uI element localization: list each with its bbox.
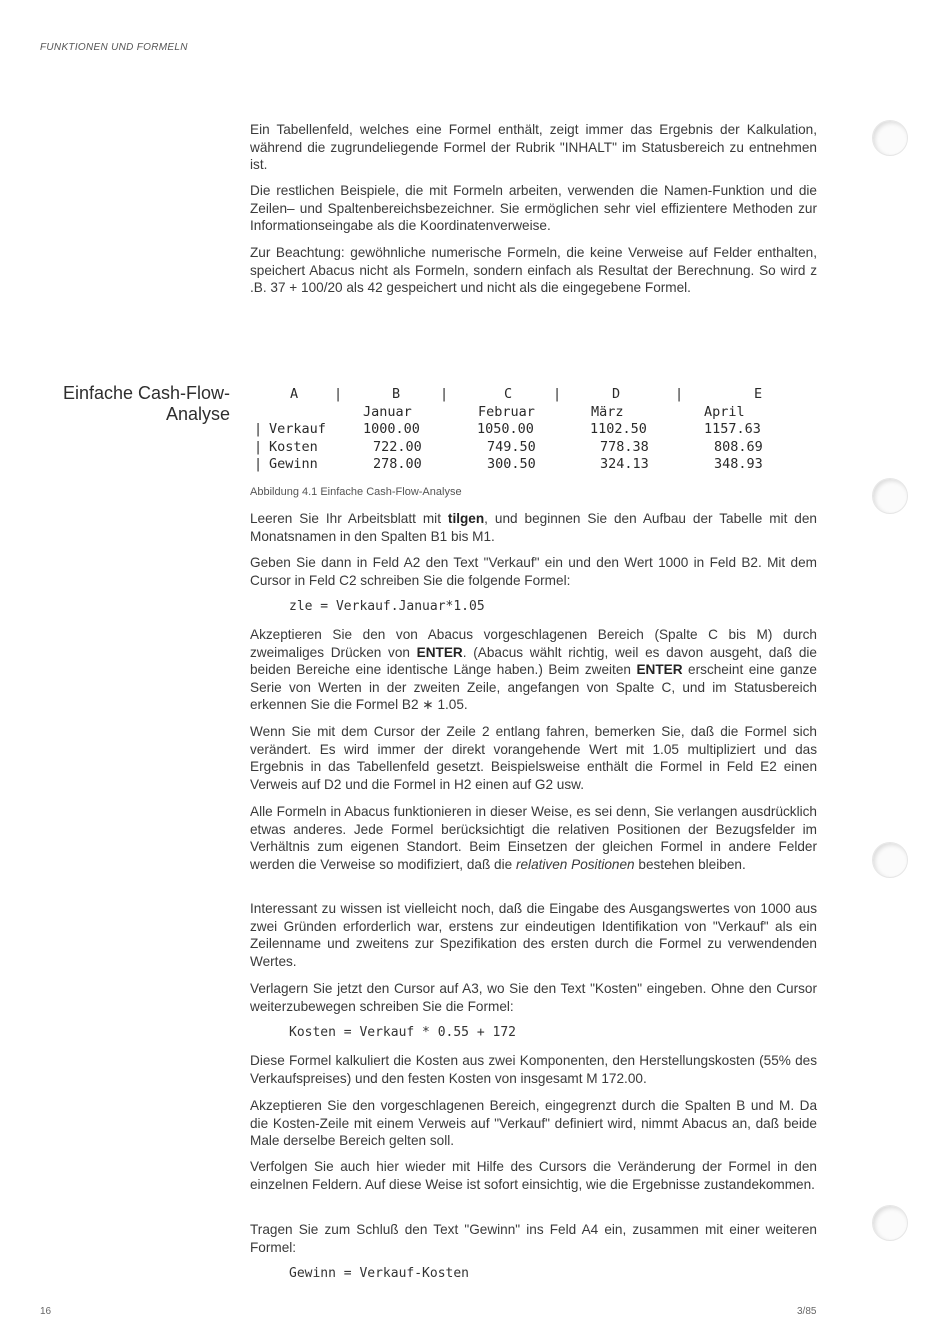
row-label-verkauf: Verkauf — [269, 421, 326, 437]
column-divider: | — [334, 386, 343, 402]
punch-hole-icon — [872, 478, 908, 514]
column-header-c: C — [504, 386, 513, 402]
table-cell: 749.50 — [487, 438, 536, 455]
paragraph-feld-a2: Geben Sie dann in Feld A2 den Text "Verkauf" ein und den Wert 1000 in Feld B2. Mit dem Cursor in Feld C2 schreiben Sie die folgende Formel: — [250, 555, 817, 588]
paragraph-kosten: Verlagern Sie jetzt den Cursor auf A3, wo Sie den Text "Kosten" eingeben. Ohne den Cursor weiterzubewegen schreiben Sie die Formel: — [250, 981, 817, 1014]
row-marker: | — [254, 456, 263, 472]
emphasis-relative-positionen: relativen Positionen — [515, 856, 635, 872]
table-cell: 808.69 — [714, 438, 763, 455]
table-cell: 348.93 — [714, 456, 763, 472]
column-header-b: B — [392, 386, 401, 402]
section-heading-line-1: Einfache Cash-Flow- — [62, 383, 230, 403]
paragraph-enter: Akzeptieren Sie den von Abacus vorgeschlagenen Bereich (Spalte C bis M) durch zweimaliges Drücken von ENTER. (Abacus wählt richtig, weil es davon ausgeht, daß die beiden Bereiche eine identische Länge haben.) Beim zweiten ENTER erscheint eine ganze Serie von Werten in der zweiten Zeile, angefangen von Spalte C, und im Statusbereich erkennen Sie die Formel B2 ∗ 1.05. — [250, 627, 817, 713]
column-header-e: E — [754, 386, 763, 402]
table-cell: 1000.00 — [363, 421, 420, 437]
punch-hole-icon — [872, 1205, 908, 1241]
formula-code-1: zle = Verkauf.Januar*1.05 — [289, 599, 485, 614]
table-cell: 300.50 — [487, 456, 536, 472]
month-header: April — [704, 403, 745, 420]
paragraph-formel-kosten: Diese Formel kalkuliert die Kosten aus zwei Komponenten, den Herstellungskosten (55% des Verkaufspreises) und den festen Kosten von insgesamt M 172.00. — [250, 1053, 817, 1086]
intro-paragraph-3: Zur Beachtung: gewöhnliche numerische Formeln, die keine Verweise auf Felder enthalten, speichert Abacus nicht als Formeln, sondern einfach als Resultat der Berechnung. So wird z .B. 37 + 100/20 als 42 gespeichert und nicht als die eingegebene Formel. — [250, 245, 817, 296]
paragraph-ausgangswert: Interessant zu wissen ist vielleicht noch, daß die Eingabe des Ausgangswertes von 1000 aus zwei Gründen erforderlich war, erstens zur eindeutigen Identifikation von "Verkauf" als ein Zeilenname und zweitens zur Spezifikation des ersten durch die Formel zu verwendenden Wertes. — [250, 901, 817, 969]
row-marker: | — [254, 438, 263, 455]
table-cell: 324.13 — [600, 456, 649, 472]
column-header-d: D — [612, 386, 621, 402]
row-label-kosten: Kosten — [269, 438, 318, 455]
formula-code-2: Kosten = Verkauf * 0.55 + 172 — [289, 1025, 516, 1040]
paragraph-relative-positionen: Alle Formeln in Abacus funktionieren in dieser Weise, es sei denn, Sie verlangen ausdrücklich etwas anderes. Jede Formel berücksichtigt die relativen Positionen der Bezugsfelder im Verhältnis zum eigenen Standort. Beim Einsetzen der gleichen Formel in andere Felder werden die Verweise so modifiziert, daß die relativen Positionen bestehen bleiben. — [250, 804, 817, 872]
table-cell: 722.00 — [373, 438, 422, 455]
keyword-enter: ENTER — [636, 662, 683, 678]
punch-hole-icon — [872, 120, 908, 156]
table-cell: 1157.63 — [704, 421, 761, 437]
table-cell: 1102.50 — [590, 421, 647, 437]
paragraph-tilgen: Leeren Sie Ihr Arbeitsblatt mit tilgen, und beginnen Sie den Aufbau der Tabelle mit den Monatsnamen in den Spalten B1 bis M1. — [250, 511, 817, 544]
edition-mark: 3/85 — [797, 1306, 817, 1317]
intro-paragraph-1: Ein Tabellenfeld, welches eine Formel enthält, zeigt immer das Ergebnis der Kalkulation, während die zugrundeliegende Formel der Rubrik "INHALT" im Statusbereich zu entnehmen ist. — [250, 122, 817, 173]
table-cell: 778.38 — [600, 438, 649, 455]
month-header: Januar — [363, 403, 412, 420]
table-cell: 1050.00 — [477, 421, 534, 437]
formula-code-3: Gewinn = Verkauf-Kosten — [289, 1266, 470, 1281]
month-header: Februar — [478, 403, 535, 420]
table-cell: 278.00 — [373, 456, 422, 472]
running-head: FUNKTIONEN UND FORMELN — [40, 42, 188, 53]
figure-caption: Abbildung 4.1 Einfache Cash-Flow-Analyse — [250, 486, 462, 498]
column-header-a: A — [290, 386, 299, 402]
paragraph-cursor: Verfolgen Sie auch hier wieder mit Hilfe des Cursors die Veränderung der Formel in den einzelnen Feldern. Auf diese Weise ist sofort einsichtig, wie die Ergebnisse zustandekommen. — [250, 1159, 817, 1192]
column-divider: | — [675, 386, 684, 402]
row-label-gewinn: Gewinn — [269, 456, 318, 472]
column-divider: | — [440, 386, 449, 402]
section-heading — [40, 383, 230, 425]
row-marker: | — [254, 421, 263, 437]
page-number: 16 — [40, 1306, 52, 1317]
intro-paragraph-2: Die restlichen Beispiele, die mit Formeln arbeiten, verwenden die Namen-Funktion und die Zeilen– und Spaltenbereichsbezeichner. Sie ermöglichen sehr viel effizientere Methoden zur Informationseingabe als die Koordinatenverweise. — [250, 183, 817, 234]
paragraph-gewinn: Tragen Sie zum Schluß den Text "Gewinn" ins Feld A4 ein, zusammen mit einer weiteren Formel: — [250, 1222, 817, 1255]
section-heading-line-2: Analyse — [165, 404, 230, 424]
keyword-enter: ENTER — [416, 644, 463, 660]
column-divider: | — [553, 386, 562, 402]
cashflow-table — [250, 386, 790, 478]
month-header: März — [591, 403, 624, 420]
keyword-tilgen: tilgen — [447, 511, 485, 526]
punch-hole-icon — [872, 842, 908, 878]
paragraph-bereich: Akzeptieren Sie den vorgeschlagenen Bereich, eingegrenzt durch die Spalten B und M. Da die Kosten-Zeile mit einem Verweis auf "Verkauf" definiert wird, nimmt Abacus an, daß beide Male derselbe Bereich gelten soll. — [250, 1098, 817, 1149]
paragraph-zeile-2: Wenn Sie mit dem Cursor der Zeile 2 entlang fahren, bemerken Sie, daß die Formel sich verändert. Es wird immer der direkt vorangehende Wert mit 1.05 multipliziert und das Ergebnis in das Tabellenfeld gesetzt. Beispielsweise enthält die Formel in Feld E2 einen Verweis auf D2 und die Formel in H2 einen auf G2 usw. — [250, 724, 817, 792]
